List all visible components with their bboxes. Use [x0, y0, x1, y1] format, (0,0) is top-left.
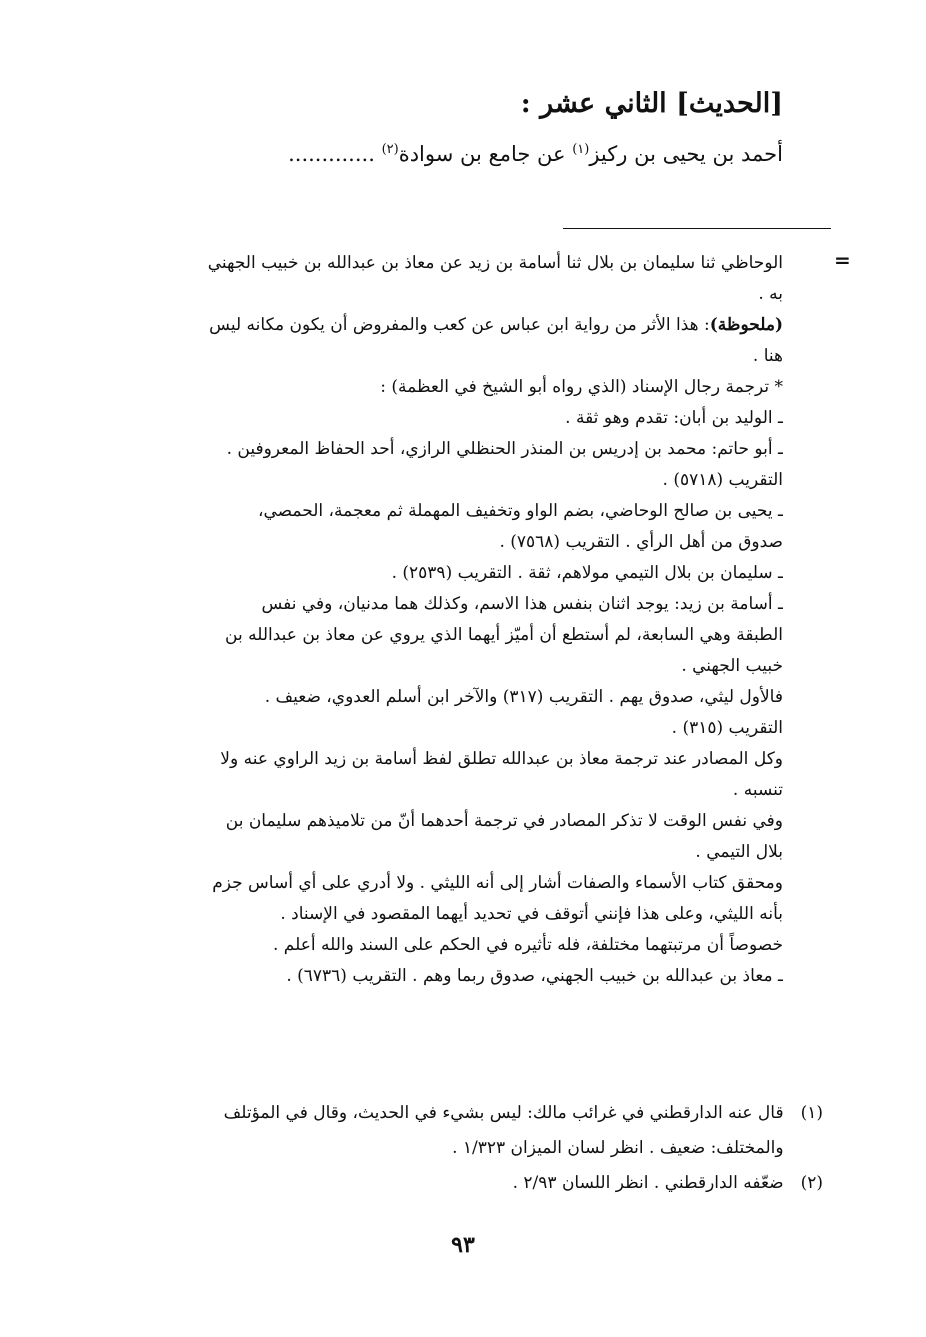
footnote-1-cont — [103, 1131, 823, 1166]
ellipsis-dots: ............. — [288, 142, 375, 166]
remark-text: : هذا الأثر من رواية ابن عباس عن كعب والمفروض أن يكون مكانه ليس — [209, 315, 710, 335]
note-line: وكل المصادر عند ترجمة معاذ بن عبدالله تطلق لفظ أسامة بن زيد الراوي عنه ولا — [220, 749, 783, 769]
note-line: ومحقق كتاب الأسماء والصفات أشار إلى أنه الليثي . ولا أدري على أي أساس جزم — [212, 873, 783, 893]
footnotes — [103, 1096, 823, 1201]
footnote-2 — [103, 1166, 823, 1201]
note-line: بأنه الليثي، وعلى هذا فإنني أتوقف في تحديد أيهما المقصود في الإسناد . — [280, 904, 783, 924]
footnote-text: والمختلف: ضعيف . انظر لسان الميزان ١/٣٢٣ . — [452, 1138, 784, 1158]
note-line: وفي نفس الوقت لا تذكر المصادر في ترجمة أحدهما أنّ من تلاميذهم سليمان بن — [225, 811, 783, 831]
note-line: صدوق من أهل الرأي . التقريب (٧٥٦٨) . — [499, 532, 783, 552]
footnote-continuation-block — [113, 248, 783, 992]
footnote-ref-1[interactable]: (١) — [572, 142, 590, 157]
isnad-text-1: أحمد بن يحيى بن ركيز — [589, 142, 783, 166]
footnote-number: (٢) — [800, 1173, 823, 1193]
note-line: فالأول ليثي، صدوق يهم . التقريب (٣١٧) والآخر ابن أسلم العدوي، ضعيف . — [264, 687, 783, 707]
note-line: خصوصاً أن مرتبتهما مختلفة، فله تأثيره في الحكم على السند والله أعلم . — [273, 935, 783, 955]
note-line: * ترجمة رجال الإسناد (الذي رواه أبو الشيخ في العظمة) : — [380, 377, 783, 397]
note-line: ـ أبو حاتم: محمد بن إدريس بن المنذر الحنظلي الرازي، أحد الحفاظ المعروفين . — [226, 439, 783, 459]
note-line: التقريب (٣١٥) . — [671, 718, 783, 738]
note-line: الطبقة وهي السابعة، لم أستطع أن أميّز أيهما الذي يروي عن معاذ بن عبدالله بن — [225, 625, 783, 645]
note-line: ـ سليمان بن بلال التيمي مولاهم، ثقة . التقريب (٢٥٣٩) . — [391, 563, 783, 583]
note-line: الوحاظي ثنا سليمان بن بلال ثنا أسامة بن زيد عن معاذ بن عبدالله بن خبيب الجهني — [207, 253, 783, 273]
footnote-text: ضعّفه الدارقطني . انظر اللسان ٢/٩٣ . — [512, 1173, 784, 1193]
isnad-text-2: عن جامع بن سوادة — [398, 142, 573, 166]
note-line: ـ الوليد بن أبان: تقدم وهو ثقة . — [565, 408, 783, 428]
note-line: هنا . — [752, 346, 783, 366]
footnote-1 — [103, 1096, 823, 1131]
remark-label: (ملحوظة) — [709, 315, 783, 335]
footnote-ref-2[interactable]: (٢) — [381, 142, 399, 157]
note-line: بلال التيمي . — [695, 842, 783, 862]
note-line — [113, 310, 783, 341]
note-line: خبيب الجهني . — [681, 656, 783, 676]
hadith-heading: [الحديث] الثاني عشر : — [520, 88, 783, 119]
note-line: ـ أسامة بن زيد: يوجد اثنان بنفس هذا الاسم، وكذلك هما مدنيان، وفي نفس — [261, 594, 783, 614]
isnad-line — [143, 142, 783, 166]
footnote-number: (١) — [800, 1103, 823, 1123]
note-line: ـ معاذ بن عبدالله بن خبيب الجهني، صدوق ربما وهم . التقريب (٦٧٣٦) . — [286, 966, 783, 986]
note-line: التقريب (٥٧١٨) . — [662, 470, 783, 490]
footnote-divider — [563, 228, 831, 229]
continuation-mark: = — [834, 248, 851, 272]
page-number: ٩٣ — [451, 1232, 475, 1258]
note-line: به . — [758, 284, 783, 304]
footnote-text: قال عنه الدارقطني في غرائب مالك: ليس بشيء في الحديث، وقال في المؤتلف — [223, 1103, 784, 1123]
note-line: ـ يحيى بن صالح الوحاضي، بضم الواو وتخفيف المهملة ثم معجمة، الحمصي، — [258, 501, 783, 521]
note-line: تنسبه . — [732, 780, 783, 800]
